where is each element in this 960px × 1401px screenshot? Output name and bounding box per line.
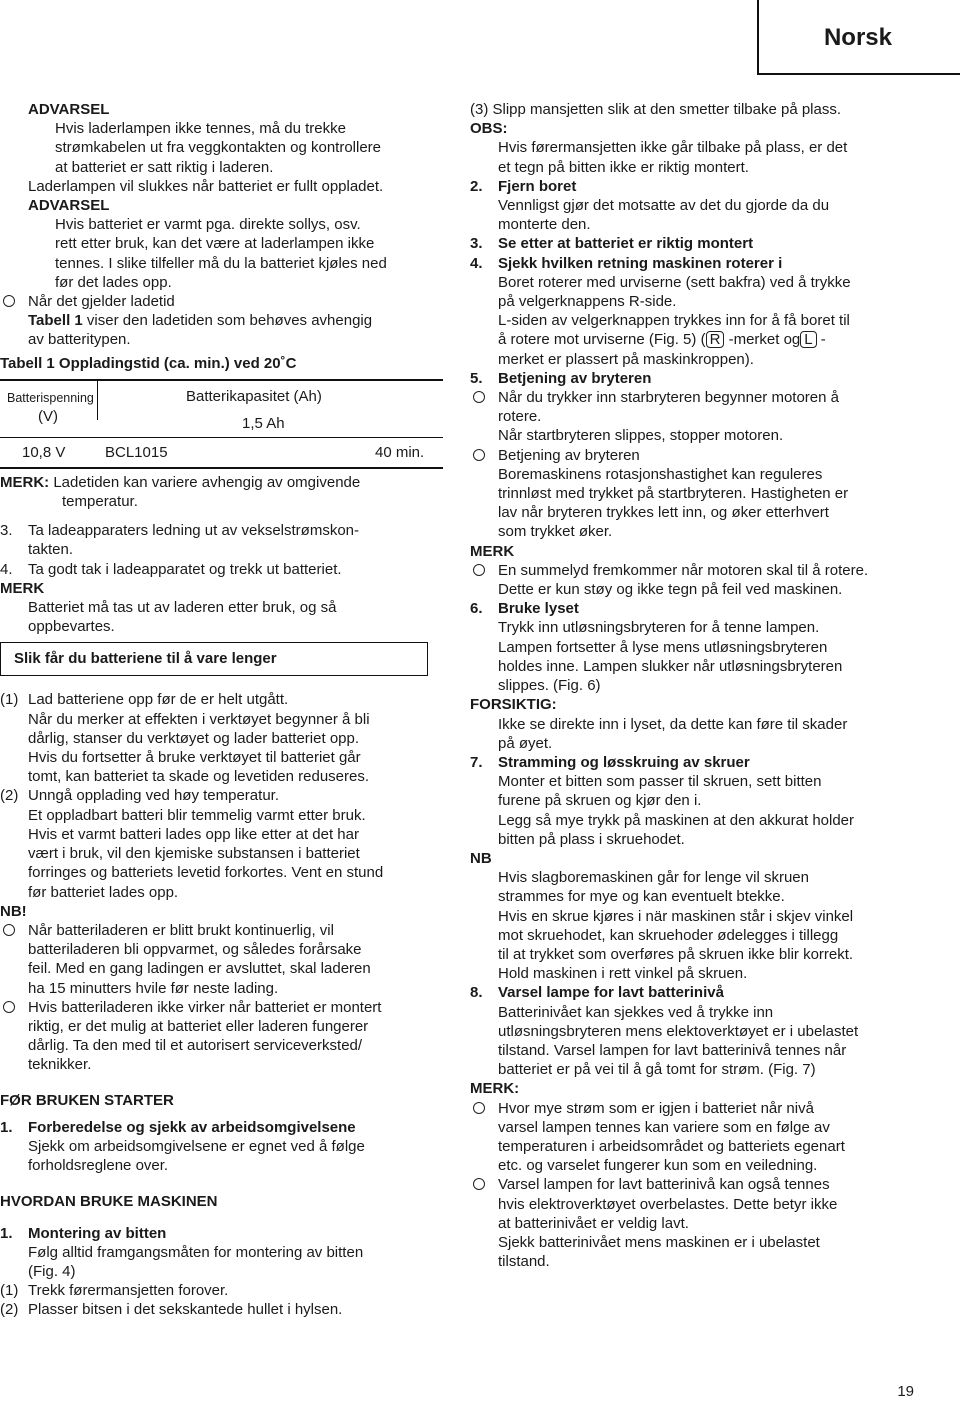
table-divider (97, 381, 98, 420)
merk-note-2: temperatur. (62, 493, 138, 511)
merk2-line: Sjekk batterinivået mens maskinen er i ubelastet (498, 1233, 820, 1251)
how-to-use-heading: HVORDAN BRUKE MASKINEN (0, 1193, 218, 1211)
circle-bullet-icon (473, 1178, 485, 1190)
forsiktig-title: FORSIKTIG: (470, 696, 557, 714)
merk2-item: Hvor mye strøm som er igjen i batteriet når nivå (470, 1099, 915, 1118)
circle-bullet-icon (473, 1102, 485, 1114)
merk-line: Dette er kun støy og ikke tegn på feil ved maskinen. (498, 581, 843, 599)
merk-item: En summelyd fremkommer når motoren skal til å rotere. (470, 561, 915, 580)
merk2-line: Batteriet må tas ut av laderen etter bruk, og så (28, 599, 337, 617)
warning2-line: tennes. I slike tilfeller må du la batteriet kjøles ned (55, 254, 387, 272)
section-2-line: monterte den. (498, 216, 591, 234)
language-tab (757, 0, 960, 75)
section-5-line: rotere. (498, 408, 542, 426)
warning1-title: ADVARSEL (28, 101, 110, 118)
nb-title: NB! (0, 902, 27, 920)
merk2-title: MERK: (470, 1080, 520, 1098)
nb-line: til at trykket som overføres på skruen ikke blir korrekt. (498, 945, 854, 963)
section-8-line: utløsningsbryteren mens elektoverktøyet er i ubelastet (498, 1022, 859, 1040)
circle-bullet-icon (473, 449, 485, 461)
nb-item-line: feil. Med en gang ladingen er avsluttet, skal laderen (28, 960, 371, 978)
section-7-line: Legg så mye trykk på maskinen at den akkurat holder (498, 811, 855, 829)
warning2-line: rett etter bruk, kan det være at laderlampen ikke (55, 235, 375, 253)
battery-life-box (0, 642, 428, 676)
table-header-voltage: Batterispenning (7, 390, 94, 405)
merk-title: MERK (470, 542, 515, 560)
table-subheader-capacity: 1,5 Ah (242, 414, 285, 432)
circle-bullet-icon (3, 295, 15, 307)
section-6-line: Lampen fortsetter å lyse mens utløsningsbryteren (498, 638, 828, 656)
charger-off-note: Laderlampen vil slukkes når batteriet er fullt oppladet. (28, 177, 384, 195)
section-8-line: tilstand. Varsel lampen for lavt batterinivå tennes når (498, 1041, 847, 1059)
circle-bullet-icon (473, 391, 485, 403)
table-header-capacity: Batterikapasitet (Ah) (186, 387, 322, 405)
warning1-line: at batteriet er satt riktig i laderen. (55, 158, 274, 176)
section-8-heading: 8. Varsel lampe for lavt batterinivå (470, 984, 724, 1002)
section-4-line: å rotere mot urviserne (Fig. 5) ( R -merket og L - (498, 331, 826, 349)
nb-line: Hvis slagboremaskinen går for lenge vil skruen (498, 869, 809, 887)
section-5-item: Når du trykker inn starbryteren begynner motoren å (470, 388, 915, 407)
section-6-line: slippes. (Fig. 6) (498, 677, 601, 695)
section-2-line: Vennligst gjør det motsatte av det du gjorde da du (498, 197, 830, 215)
warning2-title: ADVARSEL (28, 197, 110, 215)
battery-life-title: Slik får du batteriene til å vare lenger (14, 650, 277, 668)
mount-step-3: (3) Slipp mansjetten slik at den smetter tilbake på plass. (470, 101, 842, 118)
l-mark-icon: L (800, 331, 816, 348)
section-5-heading: 5. Betjening av bryteren (470, 369, 652, 387)
longer-2: (2) Unngå opplading ved høy temperatur. (0, 787, 279, 805)
warning2-line: Hvis batteriet er varmt pga. direkte sollys, osv. (55, 216, 361, 234)
section-7-line: furene på skruen og kjør den i. (498, 792, 702, 810)
prep-line: forholdsreglene over. (28, 1157, 169, 1175)
r-mark-icon: R (706, 331, 725, 348)
mount-step-2: (2) Plasser bitsen i det sekskantede hullet i hylsen. (0, 1301, 343, 1319)
charging-time-table (0, 379, 443, 469)
section-4-line: merket er plassert på maskinkroppen). (498, 350, 754, 368)
table-header-voltage-unit: (V) (38, 407, 58, 425)
mount-line: Følg alltid framgangsmåten for montering av bitten (28, 1243, 364, 1261)
nb-item: Hvis batteriladeren ikke virker når batteriet er montert (0, 998, 443, 1017)
forsiktig-line: Ikke se direkte inn i lyset, da dette kan føre til skader (498, 715, 848, 733)
merk2-item: Varsel lampen for lavt batterinivå kan også tennes (470, 1175, 915, 1194)
nb-line: Hvis en skrue kjøres i när maskinen står i skjev vinkel (498, 907, 854, 925)
step-3: 3. Ta ladeapparaters ledning ut av vekselstrømskon- (0, 522, 359, 540)
section-2-heading: 2. Fjern boret (470, 177, 577, 195)
nb-title: NB (470, 849, 492, 867)
table-cell-model: BCL1015 (105, 443, 168, 461)
section-6-line: holdes inne. Lampen slukker når utløsningsbryteren (498, 657, 843, 675)
forsiktig-line: på øyet. (498, 734, 553, 752)
warning1-line: Hvis laderlampen ikke tennes, må du trekke (55, 120, 346, 138)
prep-line: Sjekk om arbeidsomgivelsene er egnet ved å følge (28, 1137, 365, 1155)
section-4-heading: 4. Sjekk hvilken retning maskinen roterer i (470, 254, 783, 272)
section-7-line: bitten på plass i skruehodet. (498, 830, 685, 848)
step-4: 4. Ta godt tak i ladeapparatet og trekk ut batteriet. (0, 560, 342, 578)
merk2-line: temperaturen i arbeidsområdet og batteriets egenart (498, 1137, 845, 1155)
section-5-line: Når startbryteren slippes, stopper motoren. (498, 427, 784, 445)
page-number: 19 (897, 1383, 914, 1400)
merk2-line: at batterinivået er veldig lavt. (498, 1214, 689, 1232)
step-3-line-2: takten. (28, 541, 74, 559)
nb-item-line: riktig, er det mulig at batteriet eller laderen fungerer (28, 1017, 369, 1035)
obs-line: et tegn på bitten ikke er riktig montert. (498, 158, 749, 176)
longer-2-line: før batteriet lades opp. (28, 883, 179, 901)
merk2-line: etc. og varselet fungerer kun som en veiledning. (498, 1157, 818, 1175)
mount-line: (Fig. 4) (28, 1262, 76, 1280)
nb-item-line: teknikker. (28, 1056, 92, 1074)
merk2-line: hvis elektroverktøyet overbelastes. Dette betyr ikke (498, 1195, 838, 1213)
table1-caption: Tabell 1 Oppladingstid (ca. min.) ved 20˚C (0, 354, 297, 372)
table-divider (0, 437, 443, 438)
section-5-item: Betjening av bryteren (470, 446, 915, 465)
longer-1-line: Når du merker at effekten i verktøyet begynner å bli (28, 710, 370, 728)
table-cell-time: 40 min. (375, 443, 425, 461)
longer-1-line: dårlig, stanser du verktøyet og lader batteriet opp. (28, 729, 360, 747)
section-6-heading: 6. Bruke lyset (470, 600, 579, 618)
circle-bullet-icon (473, 564, 485, 576)
section-4-line: på velgerknappens R-side. (498, 293, 677, 311)
longer-2-line: vært i bruk, vil den kjemiske substansen i batteriet (28, 845, 360, 863)
warning1-line: strømkabelen ut fra veggkontakten og kontrollere (55, 139, 382, 157)
obs-title: OBS: (470, 120, 508, 138)
longer-1-line: Hvis du fortsetter å bruke verktøyet til batteriet går (28, 749, 361, 767)
section-7-heading: 7. Stramming og løsskruing av skruer (470, 753, 750, 771)
obs-line: Hvis førermansjetten ikke går tilbake på plass, er det (498, 139, 848, 157)
section-4-line: L-siden av velgerknappen trykkes inn for å få boret til (498, 312, 850, 330)
nb-item: Når batteriladeren er blitt brukt kontinuerlig, vil (0, 921, 443, 940)
section-5-line: Boremaskinens rotasjonshastighet kan reguleres (498, 465, 823, 483)
nb-item-line: batteriladeren bli oppvarmet, og således forårsake (28, 941, 362, 959)
charge-time-item: Når det gjelder ladetid (0, 292, 443, 311)
left-column (0, 100, 443, 1320)
section-5-line: som trykket øker. (498, 523, 613, 541)
charge-time-text: Tabell 1 viser den ladetiden som behøves avhengig (28, 312, 373, 330)
section-5-line: lav når bryteren trykkes lett inn, og øker etterhvert (498, 504, 829, 522)
prep-heading: 1. Forberedelse og sjekk av arbeidsomgivelsene (0, 1118, 356, 1136)
charge-time-text-2: av batteritypen. (28, 331, 131, 349)
circle-bullet-icon (3, 1001, 15, 1013)
merk-note: MERK: Ladetiden kan variere avhengig av omgivende (0, 473, 361, 491)
section-7-line: Monter et bitten som passer til skruen, sett bitten (498, 773, 822, 791)
right-column (470, 100, 915, 1271)
merk2-line: tilstand. (498, 1253, 550, 1271)
merk2-title: MERK (0, 579, 45, 597)
nb-item-line: ha 15 minutters hvile før neste lading. (28, 979, 279, 997)
nb-item-line: dårlig. Ta den med til et autorisert serviceverksted/ (28, 1037, 363, 1055)
longer-1: (1) Lad batteriene opp før de er helt utgått. (0, 691, 289, 709)
section-3-heading: 3. Se etter at batteriet er riktig montert (470, 235, 754, 253)
longer-2-line: Hvis et varmt batteri lades opp like etter at det har (28, 825, 359, 843)
table-cell-voltage: 10,8 V (22, 443, 66, 461)
section-4-line: Boret roterer med urviserne (sett bakfra) ved å trykke (498, 273, 851, 291)
language-label: Norsk (823, 24, 892, 51)
merk2-line: varsel lampen tennes kan variere som en følge av (498, 1118, 830, 1136)
nb-line: Hold maskinen i rett vinkel på skruen. (498, 965, 748, 983)
longer-1-line: tomt, kan batteriet ta skade og levetiden reduseres. (28, 768, 370, 786)
mount-heading: 1. Montering av bitten (0, 1224, 167, 1242)
section-5-line: trinnløst med trykket på startbryteren. Hastigheten er (498, 485, 849, 503)
section-8-line: Batterinivået kan sjekkes ved å trykke inn (498, 1003, 774, 1021)
before-use-heading: FØR BRUKEN STARTER (0, 1091, 174, 1109)
section-6-line: Trykk inn utløsningsbryteren for å tenne lampen. (498, 619, 820, 637)
warning2-line: før det lades opp. (55, 273, 172, 291)
section-8-line: batteriet er på vei til å gå tomt for strøm. (Fig. 7) (498, 1061, 816, 1079)
circle-bullet-icon (3, 924, 15, 936)
longer-2-line: Et oppladbart batteri blir temmelig varmt etter bruk. (28, 806, 366, 824)
longer-2-line: forringes og batteriets levetid forkortes. Vent en stund (28, 864, 384, 882)
nb-line: mot skruehodet, kan skruehoder ødelegges i tillegg (498, 926, 839, 944)
merk2-line: oppbevartes. (28, 618, 115, 636)
nb-line: strammes for mye og kan eventuelt btekke. (498, 888, 785, 906)
mount-step-1: (1) Trekk førermansjetten forover. (0, 1282, 229, 1300)
